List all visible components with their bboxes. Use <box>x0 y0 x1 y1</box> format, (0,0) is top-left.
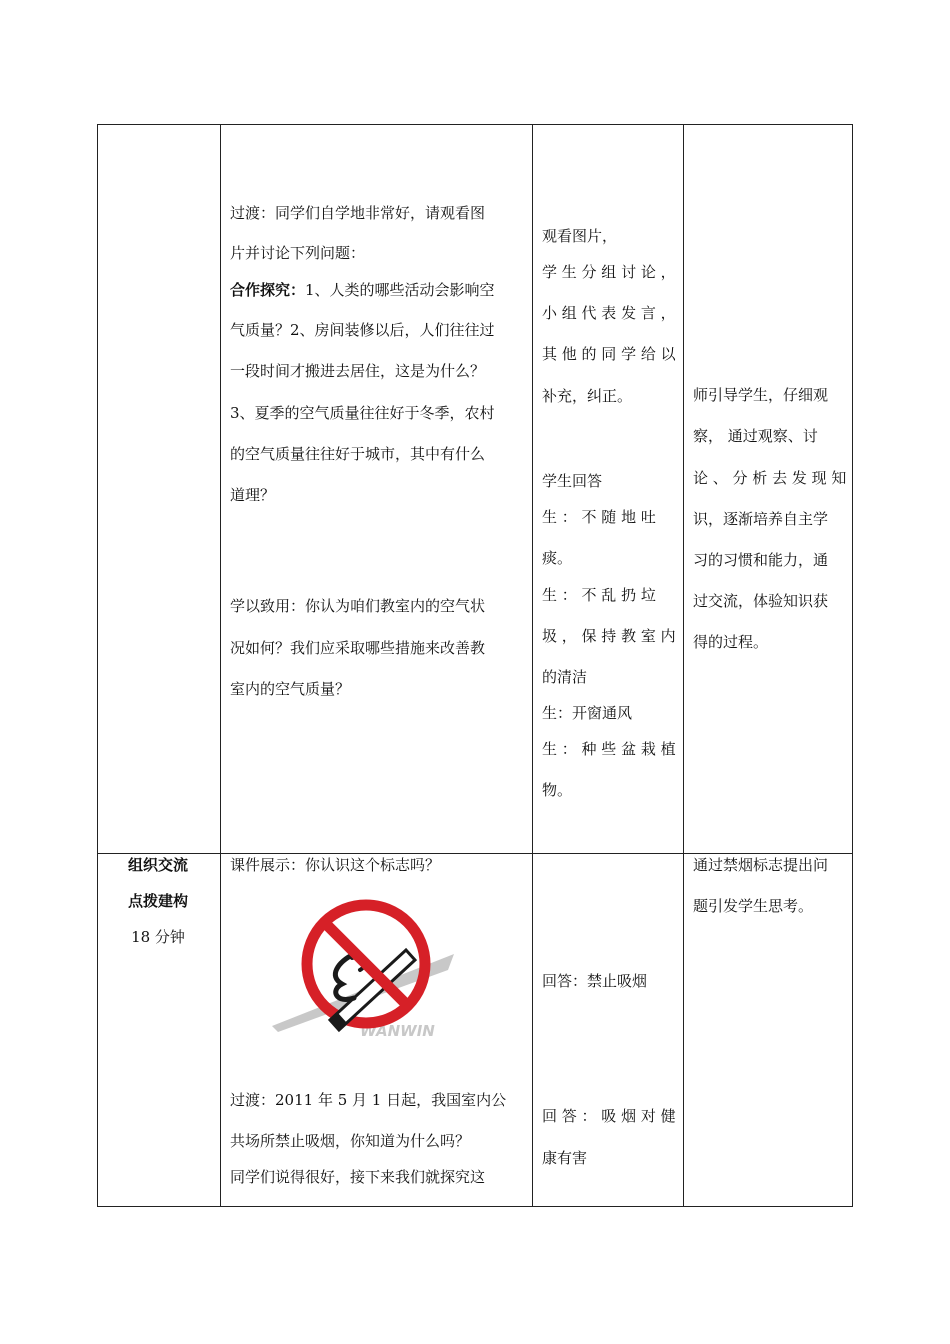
column-divider <box>683 125 684 1206</box>
transition-text-cont: 片并讨论下列问题： <box>230 244 366 262</box>
transition-text: 同学们说得很好，接下来我们就探究这 <box>230 1168 486 1186</box>
intent-text: 过交流，体验知识获 <box>693 592 829 610</box>
intent-text: 师引导学生，仔细观 <box>693 386 829 404</box>
student-text: 的清洁 <box>542 668 588 686</box>
coop-label: 合作探究： <box>230 281 306 299</box>
coop-line <box>230 283 495 298</box>
intent-text: 得的过程。 <box>693 633 769 651</box>
transition-text: 共场所禁止吸烟，你知道为什么吗？ <box>230 1132 471 1150</box>
answer-text: 回 答 ： 吸 烟 对 健 <box>542 1107 676 1125</box>
answer-text: 回答：禁止吸烟 <box>542 972 648 990</box>
student-text: 其 他 的 同 学 给 以 <box>542 345 676 363</box>
student-text: 补充，纠正。 <box>542 387 633 405</box>
courseware-text: 课件展示：你认识这个标志吗？ <box>230 856 441 874</box>
student-text: 学生回答 <box>542 472 603 490</box>
intent-text: 论 、 分 析 去 发 现 知 <box>693 469 847 487</box>
no-smoking-sign <box>268 898 458 1042</box>
transition-text: 过渡：同学们自学地非常好，请观看图 <box>230 204 486 222</box>
question-text: 一段时间才搬进去居住，这是为什么？ <box>230 362 486 380</box>
column-divider <box>220 125 221 1206</box>
question-text: 的空气质量往往好于城市，其中有什么 <box>230 445 486 463</box>
intent-text: 察， 通过观察、讨 <box>693 427 818 445</box>
student-text: 圾 ， 保 持 教 室 内 <box>542 627 676 645</box>
answer-text: 康有害 <box>542 1149 588 1167</box>
apply-text: 况如何？我们应采取哪些措施来改善教 <box>230 639 486 657</box>
watermark-text: WANWIN <box>360 1022 435 1040</box>
student-text: 生 ： 种 些 盆 栽 植 <box>542 740 676 758</box>
stage-title: 组织交流 <box>127 856 188 874</box>
question-1: 1、人类的哪些活动会影响空 <box>305 281 495 299</box>
transition-text: 过渡：2011 年 5 月 1 日起，我国室内公 <box>230 1091 507 1109</box>
student-text: 小 组 代 表 发 言 ， <box>542 304 676 322</box>
stage-title: 点拨建构 <box>127 892 188 910</box>
question-text: 3、夏季的空气质量往往好于冬季，农村 <box>230 404 495 422</box>
student-text: 痰。 <box>542 549 573 567</box>
stage-duration: 18 分钟 <box>131 928 185 946</box>
student-text: 物。 <box>542 781 573 799</box>
apply-text: 室内的空气质量？ <box>230 680 351 698</box>
intent-text: 识，逐渐培养自主学 <box>693 510 829 528</box>
intent-text: 题引发学生思考。 <box>693 897 814 915</box>
student-text: 观看图片， <box>542 227 618 245</box>
row-divider <box>98 853 852 854</box>
student-text: 生：开窗通风 <box>542 704 633 722</box>
intent-text: 习的习惯和能力，通 <box>693 551 829 569</box>
student-text: 学 生 分 组 讨 论 ， <box>542 263 676 281</box>
column-divider <box>532 125 533 1206</box>
apply-text: 学以致用：你认为咱们教室内的空气状 <box>230 597 486 615</box>
question-text: 气质量？2、房间装修以后，人们往往过 <box>230 321 495 339</box>
student-text: 生 ： 不 随 地 吐 <box>542 508 656 526</box>
student-text: 生 ： 不 乱 扔 垃 <box>542 586 656 604</box>
intent-text: 通过禁烟标志提出问 <box>693 856 829 874</box>
question-text: 道理？ <box>230 486 276 504</box>
